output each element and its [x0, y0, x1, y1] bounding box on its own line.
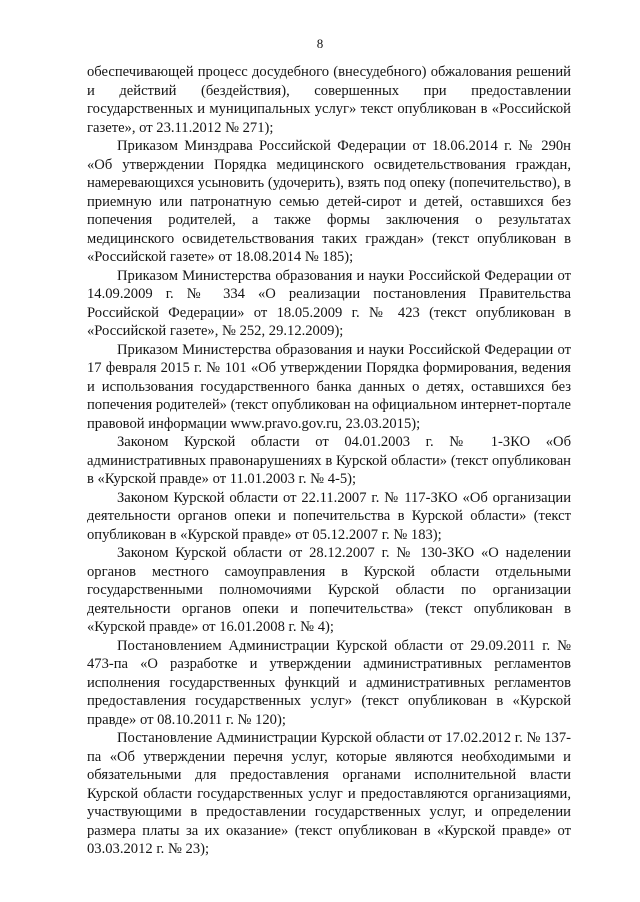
- paragraph-continuation: обеспечивающей процесс досудебного (внесудебного) обжалования решений и действий (бездействия), совершенных при предоставлении государственных и муниципальных услуг» текст опубликован в «Российской газете», от 23.11.2012 № 271);: [87, 64, 571, 136]
- paragraph-kursk-law-117-zko: Законом Курской области от 22.11.2007 г. № 117-ЗКО «Об организации деятельности органов опеки и попечительства в Курской области» (текст опубликован в «Курской правде» от 05.12.2007 г. № 183);: [87, 489, 571, 543]
- paragraph-minzdrav-order: Приказом Минздрава Российской Федерации от 18.06.2014 г. № 290н «Об утверждении Порядка медицинского освидетельствования граждан, намеревающихся усыновить (удочерить), взять под опеку (попечительство), в приемную или патронатную семью детей-сирот и детей, оставшихся без попечения родителей, а также формы заключения о результатах медицинского освидетельствования таких граждан» (текст опубликован в «Российской газете» от 18.08.2014 № 185);: [87, 138, 571, 265]
- paragraph-minobr-order-101: Приказом Министерства образования и науки Российской Федерации от 17 февраля 2015 г. № 101 «Об утверждении Порядка формирования, ведения и использования государственного банка данных о детях, оставшихся без попечения родителей» (текст опубликован на официальном интернет-портале правовой информации www.pravo.gov.ru, 23.03.2015);: [87, 341, 572, 432]
- paragraph-resolution-137-pa: Постановление Администрации Курской области от 17.02.2012 г. № 137-па «Об утверждении перечня услуг, которые являются необходимыми и обязательными для предоставления органами исполнительной власти Курской области государственных услуг и предоставляются организациями, участвующими в предоставлении государственных услуг, и определении размера платы за их оказание» (текст опубликован в «Курской правде» от 03.03.2012 г. № 23);: [87, 730, 571, 857]
- paragraph-kursk-law-130-zko: Законом Курской области от 28.12.2007 г. № 130-ЗКО «О наделении органов местного самоуправления в Курской области отдельными государственными полномочиями Курской области по организации деятельности органов опеки и попечительства» (текст опубликован в «Курской правде» от 16.01.2008 г. № 4);: [87, 545, 571, 635]
- document-body: [87, 63, 571, 859]
- paragraph-resolution-473-pa: Постановлением Администрации Курской области от 29.09.2011 г. № 473-па «О разработке и утверждении административных регламентов исполнения государственных функций и административных регламентов предоставления государственных услуг» (текст опубликован в «Курской правде» от 08.10.2011 г. № 120);: [87, 637, 571, 728]
- paragraph-kursk-law-1-zko: Законом Курской области от 04.01.2003 г. № 1-ЗКО «Об административных правонарушениях в Курской области» (текст опубликован в «Курской правде» от 11.01.2003 г. № 4-5);: [87, 434, 571, 487]
- page-number: 8: [316, 36, 324, 51]
- paragraph-minobr-order-334: Приказом Министерства образования и науки Российской Федерации от 14.09.2009 г. № 334 «О реализации постановления Правительства Российской Федерации» от 18.05.2009 г. № 423 (текст опубликован в «Российской газете», № 252, 29.12.2009);: [87, 267, 571, 339]
